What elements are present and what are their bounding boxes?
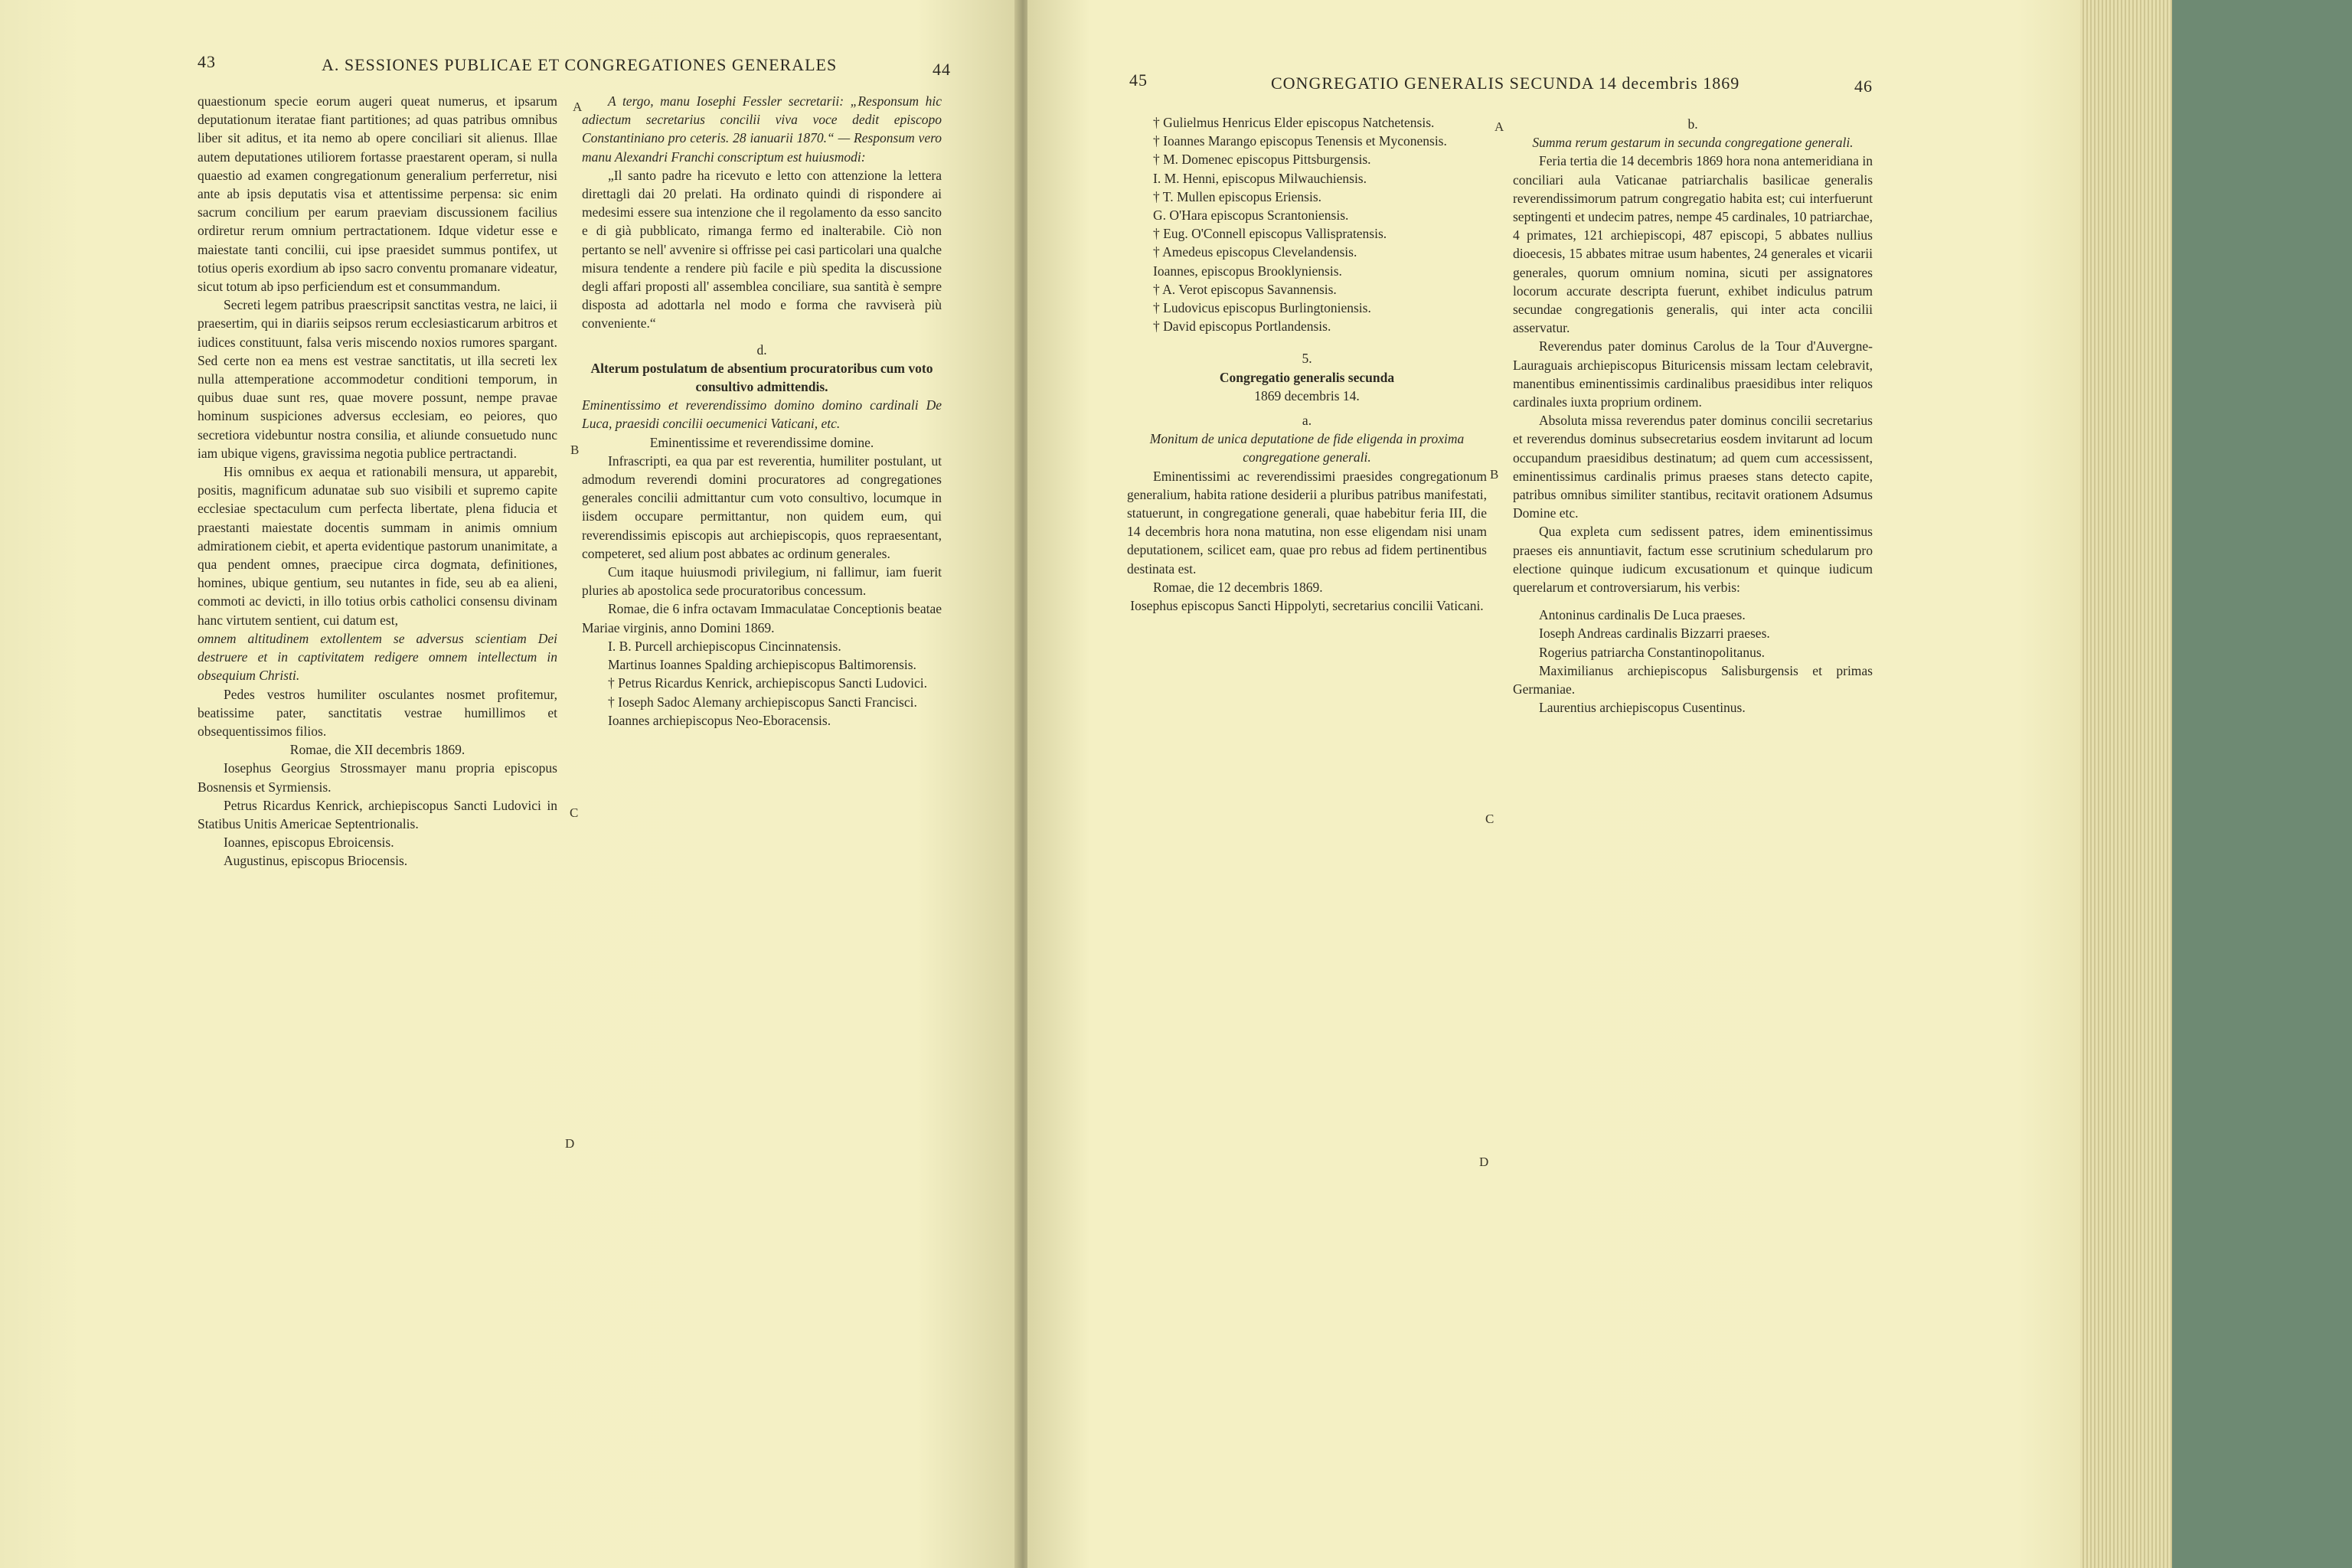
paragraph: Qua expleta cum sedissent patres, idem eminentissimus praeses eis annuntiavit, factum esse scrutinium schedularum pro electione quinque iudicum excusationum et quinque iudicum querelarum et controversiarum, his verbis: <box>1513 524 1873 596</box>
paragraph: Infrascripti, ea qua par est reverentia, humiliter postulant, ut admodum reverendi domini procuratores ad congregationes generales concilii admittantur cum voto consultivo, locumque in iisdem occupare permittantur, non quidem eum, qui reverendissimis episcopis aut archiepiscopis, quos repraesentant, competeret, sed alium post abbates ac ordinum generales. <box>582 452 942 561</box>
margin-letter: A <box>573 100 583 114</box>
signatory: † Ludovicus episcopus Burlingtoniensis. <box>1153 300 1371 316</box>
salutation: Eminentissime et reverendissime domine. <box>649 434 874 450</box>
right-page <box>1027 0 2080 1568</box>
signatory: Augustinus, episcopus Briocensis. <box>224 853 408 869</box>
signatory: Ioannes, episcopus Ebroicensis. <box>224 835 394 851</box>
section-title: Congregatio generalis secunda <box>1219 369 1395 385</box>
running-head: CONGREGATIO GENERALIS SECUNDA 14 decembris 1869 <box>1271 74 1740 93</box>
section-title: Summa rerum gestarum in secunda congregatione generali. <box>1532 135 1854 151</box>
margin-letter: A <box>1494 119 1504 134</box>
date-line: Romae, die XII decembris 1869. <box>289 742 466 758</box>
page-edges <box>2080 0 2172 1568</box>
left-column-2 <box>582 92 942 730</box>
signatory: Ioseph Andreas cardinalis Bizzarri praeses. <box>1539 626 1770 642</box>
date-line: Romae, die 12 decembris 1869. <box>1153 579 1323 595</box>
right-column-1 <box>1127 113 1487 615</box>
signatory: † David episcopus Portlandensis. <box>1153 318 1331 335</box>
paragraph: A tergo, manu Iosephi Fessler secretarii: „Responsum hic adiectum secretarius concilii viva voce dedit episcopo Constantiniano pro ceteris. 28 ianuarii 1870.“ — Responsum vero manu Alexandri Franchi conscriptum est huiusmodi: <box>582 93 942 165</box>
signatory: † Ioannes Marango episcopus Tenensis et Myconensis. <box>1153 133 1447 149</box>
subsection-title: Monitum de unica deputatione de fide eligenda in proxima congregatione generali. <box>1149 431 1465 466</box>
running-head: A. SESSIONES PUBLICAE ET CONGREGATIONES GENERALES <box>322 55 838 74</box>
signatory: Ioannes, episcopus Brooklyniensis. <box>1153 263 1342 279</box>
section-title: Alterum postulatum de absentium procuratoribus cum voto consultivo admittendis. <box>590 360 933 395</box>
paragraph: „Il santo padre ha ricevuto e letto con attenzione la lettera direttagli dai 20 prelati. Ha ordinato quindi di rispondere ai medesimi essere sua intenzione che il regolamento da esso sancito e di già pubblicato, rimanga fermo ed inalterabile. Ciò non pertanto se nell' avvenire si offrisse pei casi particolari una qualche misura tendente a rendere più facile e più spedita la discussione degli affari proposti all' assemblea conciliare, sua santità è sempre disposta ad adottarla nel modo e forma che ravviserà più conveniente.“ <box>582 167 942 332</box>
italic-quote: omnem altitudinem extollentem se adversus scientiam Dei destruere et in captivitatem redigere omnem intellectum in obsequium Christi. <box>198 630 557 684</box>
signatory: † T. Mullen episcopus Eriensis. <box>1153 188 1322 204</box>
signature: Iosephus episcopus Sancti Hippolyti, secretarius concilii Vaticani. <box>1130 598 1484 614</box>
address-line: Eminentissimo et reverendissimo domino domino cardinali De Luca, praesidi concilii oecumenici Vaticani, etc. <box>582 397 942 432</box>
signatory: † Gulielmus Henricus Elder episcopus Natchetensis. <box>1153 115 1435 130</box>
signatory: Rogerius patriarcha Constantinopolitanus. <box>1539 644 1766 660</box>
paragraph: Feria tertia die 14 decembris 1869 hora nona antemeridiana in conciliari aula Vaticanae patriarchalis basilicae generalis reverendissimorum patrum congregatio habita est; cui interfuerunt septingenti et undecim patres, nempe 45 cardinales, 10 patriarchae, 4 primates, 121 archiepiscopi, 487 episcopi, 5 abbates nullius dioecesis, 15 abbates mitrae usum habentes, 24 generales et vicarii generales, quorum omnium nomina, sicuti per assignatores locorum accurate descripta fuerunt, exhibet indiculus patrum secundae congregationis generalis, qui inter acta concilii asservatur. <box>1513 153 1873 336</box>
margin-letter: B <box>570 443 580 457</box>
signatory: Maximilianus archiepiscopus Salisburgensis et primas Germaniae. <box>1513 662 1873 697</box>
margin-letter: D <box>565 1136 575 1151</box>
paragraph: Reverendus pater dominus Carolus de la Tour d'Auvergne-Lauraguais archiepiscopus Bituricensis missam lectam celebravit, manentibus eminentissimis cardinalibus praesidibus inter reliquos cardinales iuxta proprium ordinem. <box>1513 338 1873 410</box>
paragraph: quaestionum specie eorum augeri queat numerus, et ipsarum deputationum iteratae fiant partitiones; ad quas patribus omnibus liber sit aditus, et ita nemo ab opere conciliari sit alienus. Illae autem deputationes utiliorem fortasse praestarent operam, si nulla quaestio ad examen congregationum generalium perferretur, nisi ante ab ipsis deputatis visa et attentissime perpensa: sic enim sacrum concilium per earum praeviam discussionem facilius ordiretur rerum omnium pertractationem. Idque videtur esse e maiestate tanti concilii, cui ipse praesidet summus pontifex, ut totius operis exordium ab ipso sacro conventu promanare videatur, sicut totum ab ipso perficiendum est et consummandum. <box>198 93 557 295</box>
paragraph: Pedes vestros humiliter osculantes nosmet profitemur, beatissime pater, sanctitatis vestrae humillimos et obsequentissimos filios. <box>198 686 557 739</box>
margin-letter: B <box>1490 467 1499 482</box>
left-column-1 <box>198 92 557 871</box>
section-number: 5. <box>1302 351 1312 367</box>
signatory: Ioannes archiepiscopus Neo-Eboracensis. <box>608 712 831 728</box>
left-page <box>0 0 1018 1568</box>
signatory: † Eug. O'Connell episcopus Vallispratensis. <box>1153 226 1387 242</box>
signatory: Iosephus Georgius Strossmayer manu propria episcopus Bosnensis et Syrmiensis. <box>198 760 557 795</box>
paragraph: Eminentissimi ac reverendissimi praesides congregationum generalium, habita ratione desiderii a pluribus patribus manifestati, statuerunt, in congregatione generali, quae habebitur feria III, die 14 decembris hora nona matutina, non esse eligendam nisi unam deputationem, scilicet eam, quae pro rebus ad fidem pertinentibus destinata est. <box>1127 468 1487 577</box>
page-number: 46 <box>1854 77 1873 96</box>
signatory: † Ioseph Sadoc Alemany archiepiscopus Sancti Francisci. <box>608 694 917 710</box>
signatory: † A. Verot episcopus Savannensis. <box>1153 281 1337 297</box>
page-number: 45 <box>1129 70 1148 90</box>
paragraph: Secreti legem patribus praescripsit sanctitas vestra, ne laici, ii praesertim, qui in diariis seipsos rerum ecclesiasticarum arbitros et iudices constituunt, falsa veris miscendo noxios rumores spargant. Sed certe non ea mens est vestrae sanctitatis, ut illa secreti lex nulla attemperatione accommodetur conditioni temporum, in quibus duae sunt res, quae movere possunt, nempe pravae hominum suspiciones adversus ecclesiam, eo peiores, quo secretiora videbuntur nostra consilia, et aliunde consuetudo nunc iam ubique vigens, gravissima negotia publice pertractandi. <box>198 297 557 461</box>
paragraph: Romae, die 6 infra octavam Immaculatae Conceptionis beatae Mariae virginis, anno Domini 1869. <box>582 601 942 635</box>
section-number: d. <box>756 341 767 358</box>
paragraph: Absoluta missa reverendus pater dominus concilii secretarius et reverendus dominus subsecretarius eosdem invitarunt ad locum occupandum praesidibus destinatum; ad quem cum accessissent, eminentissimus cardinalis primus praeses stans detecto capite, patribus omnibus similiter stantibus, recitavit orationem Adsumus Domine etc. <box>1513 413 1873 521</box>
signatory: I. M. Henni, episcopus Milwauchiensis. <box>1153 170 1367 186</box>
paragraph: Cum itaque huiusmodi privilegium, ni fallimur, iam fuerit pluries ab apostolica sede procuratoribus concessum. <box>582 564 942 599</box>
signatory: † Amedeus episcopus Clevelandensis. <box>1153 244 1357 260</box>
signatory: Martinus Ioannes Spalding archiepiscopus Baltimorensis. <box>608 657 916 673</box>
margin-letter: C <box>570 805 579 820</box>
page-number: 43 <box>198 52 216 71</box>
section-date: 1869 decembris 14. <box>1254 387 1360 403</box>
signatory: Petrus Ricardus Kenrick, archiepiscopus Sancti Ludovici in Statibus Unitis Americae Septentrionalis. <box>198 797 557 831</box>
margin-letter: C <box>1485 812 1494 826</box>
signatory: Laurentius archiepiscopus Cusentinus. <box>1539 700 1746 716</box>
signatory: I. B. Purcell archiepiscopus Cincinnatensis. <box>608 638 841 654</box>
signatory: † Petrus Ricardus Kenrick, archiepiscopus Sancti Ludovici. <box>608 675 927 691</box>
margin-letter: D <box>1479 1155 1489 1169</box>
signatory: Antoninus cardinalis De Luca praeses. <box>1539 607 1746 623</box>
background-surface <box>2172 0 2352 1568</box>
paragraph: His omnibus ex aequa et rationabili mensura, ut apparebit, positis, magnificum adunatae sub suo visibili et supremo capite ecclesiae spectaculum cum perfecta libertate, plena fiducia et praestanti maiestate docentis summam in animis omnium admirationem ciebit, et aperta evidentique pastorum unanimitate, a qua pendent omnes, praecipue circa dogmata, definitiones, homines, ubique gentium, seu nutantes in fide, seu ab ea alieni, commoti ac devicti, in illo totius orbis catholici consensu divinam hanc virtutem sentient, cui datum est, <box>198 464 557 628</box>
signatory: G. O'Hara episcopus Scrantoniensis. <box>1153 207 1349 224</box>
signatory: † M. Domenec episcopus Pittsburgensis. <box>1153 152 1371 168</box>
subsection-number: a. <box>1302 413 1312 429</box>
right-column-2 <box>1513 115 1873 717</box>
section-number: b. <box>1687 116 1698 132</box>
page-number: 44 <box>933 60 951 79</box>
